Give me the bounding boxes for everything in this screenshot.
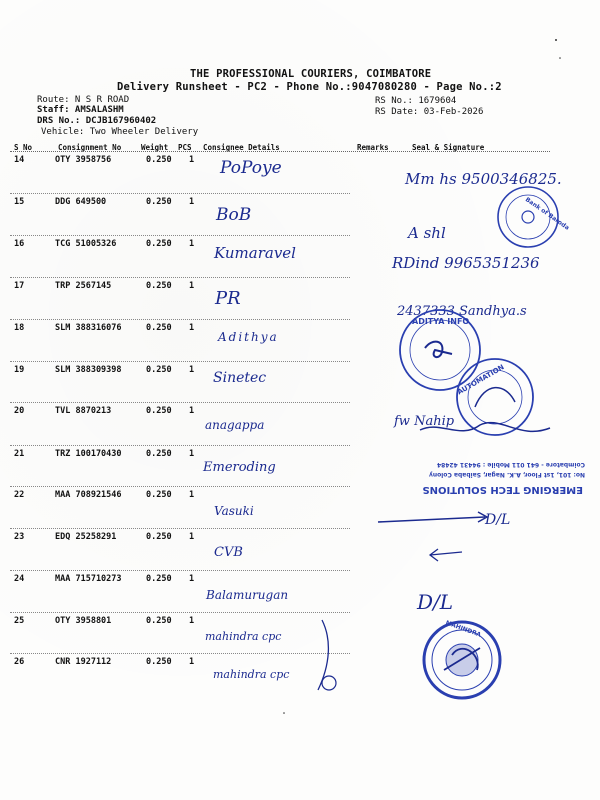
handwritten-consignee: anagappa — [205, 418, 265, 432]
handwritten-consignee: CVB — [214, 545, 243, 560]
row-pcs: 1 — [189, 281, 195, 291]
row-pcs: 1 — [189, 657, 195, 667]
handwritten-consignee: Sinetec — [213, 370, 267, 386]
row-sno: 19 — [14, 365, 25, 375]
row-consignment: SLM 388309398 — [55, 365, 122, 375]
row-sno: 23 — [14, 532, 25, 542]
row-consignment: TRP 2567145 — [55, 281, 112, 291]
svg-text:Bank of Baroda: Bank of Baroda — [523, 196, 571, 232]
route-label: Route: N S R ROAD — [37, 95, 130, 105]
delivery-arrow — [430, 552, 462, 555]
row-weight: 0.250 — [146, 365, 172, 375]
row-pcs: 1 — [189, 197, 195, 207]
rs-number: RS No.: 1679604 — [375, 96, 457, 106]
row-pcs: 1 — [189, 365, 195, 375]
row-weight: 0.250 — [146, 197, 172, 207]
delivery-arrow — [378, 517, 485, 522]
row-consignment: EDQ 25258291 — [55, 532, 117, 542]
emerging-tech-stamp — [422, 461, 585, 495]
svg-text:No: 101, 1st Floor, A.K. Nagar: No: 101, 1st Floor, A.K. Nagar, Saibaba Colony — [428, 471, 585, 478]
row-sno: 14 — [14, 155, 25, 165]
row-weight: 0.250 — [146, 449, 172, 459]
col-remarks: Remarks — [357, 143, 389, 152]
handwritten-signature: D/L — [485, 512, 511, 528]
row-pcs: 1 — [189, 323, 195, 333]
svg-text:Coimbatore - 641 011 Mobile :: Coimbatore - 641 011 Mobile : 94431 42484 — [436, 461, 585, 468]
row-pcs: 1 — [189, 155, 195, 165]
svg-text:ADITYA INFO: ADITYA INFO — [412, 317, 470, 326]
row-sno: 24 — [14, 574, 25, 584]
row-weight: 0.250 — [146, 281, 172, 291]
row-consignment: OTY 3958801 — [55, 616, 112, 626]
svg-text:MAHINDRA: MAHINDRA — [444, 619, 482, 639]
row-pcs: 1 — [189, 490, 195, 500]
row-weight: 0.250 — [146, 406, 172, 416]
handwritten-signature: A shl — [408, 224, 446, 242]
handwritten-signature: 2437333 Sandhya.s — [397, 304, 527, 319]
handwritten-consignee: Balamurugan — [206, 588, 289, 602]
row-sno: 26 — [14, 657, 25, 667]
row-pcs: 1 — [189, 239, 195, 249]
aditya-stamp — [400, 310, 480, 390]
row-consignment: TCG 51005326 — [55, 239, 117, 249]
handwritten-signature: D/L — [417, 590, 454, 614]
row-pcs: 1 — [189, 449, 195, 459]
bank-stamp — [498, 187, 570, 247]
svg-text:AUTOMATION: AUTOMATION — [456, 363, 506, 397]
drs-number: DRS No.: DCJB167960402 — [37, 116, 157, 126]
row-sno: 21 — [14, 449, 25, 459]
row-consignment: SLM 388316076 — [55, 323, 122, 333]
runsheet-subtitle: Delivery Runsheet - PC2 - Phone No.:9047080280 - Page No.:2 — [117, 81, 502, 93]
row-sno: 22 — [14, 490, 25, 500]
svg-text:EMERGING TECH SOLUTIONS: EMERGING TECH SOLUTIONS — [422, 484, 583, 495]
col-weight: Weight — [141, 143, 169, 152]
row-sno: 20 — [14, 406, 25, 416]
row-sno: 17 — [14, 281, 25, 291]
handwritten-signature: fw Nahip — [394, 414, 455, 429]
row-weight: 0.250 — [146, 239, 172, 249]
row-sno: 18 — [14, 323, 25, 333]
handwritten-consignee: PoPoye — [220, 158, 282, 178]
staff-label: Staff: AMSALASHM — [37, 105, 124, 115]
row-consignment: DDG 649500 — [55, 197, 107, 207]
row-weight: 0.250 — [146, 532, 172, 542]
mahindra-stamp — [424, 619, 500, 698]
handwritten-signature: RDind 9965351236 — [392, 254, 540, 272]
row-weight: 0.250 — [146, 490, 172, 500]
rs-date: RS Date: 03-Feb-2026 — [375, 107, 484, 117]
row-consignment: TRZ 100170430 — [55, 449, 122, 459]
row-weight: 0.250 — [146, 574, 172, 584]
row-consignment: TVL 8870213 — [55, 406, 112, 416]
vehicle-label: Vehicle: Two Wheeler Delivery — [41, 127, 199, 137]
company-title: THE PROFESSIONAL COURIERS, COIMBATORE — [190, 68, 432, 80]
handwritten-consignee: mahindra cpc — [205, 630, 282, 643]
row-sno: 16 — [14, 239, 25, 249]
row-sno: 25 — [14, 616, 25, 626]
row-pcs: 1 — [189, 616, 195, 626]
handwritten-consignee: Adithya — [218, 330, 279, 344]
handwritten-consignee: Kumaravel — [214, 244, 296, 262]
row-sno: 15 — [14, 197, 25, 207]
col-seal: Seal & Signature — [412, 143, 485, 152]
row-weight: 0.250 — [146, 323, 172, 333]
row-weight: 0.250 — [146, 616, 172, 626]
col-sno: S No — [14, 143, 33, 152]
col-details: Consignee Details — [203, 143, 280, 152]
row-weight: 0.250 — [146, 155, 172, 165]
row-consignment: CNR 1927112 — [55, 657, 112, 667]
row-pcs: 1 — [189, 574, 195, 584]
handwritten-consignee: Emeroding — [203, 460, 276, 475]
handwritten-consignee: PR — [215, 288, 241, 309]
row-consignment: OTY 3958756 — [55, 155, 112, 165]
col-pcs: PCS — [178, 143, 192, 152]
col-consignment: Consignment No — [58, 143, 122, 152]
row-consignment: MAA 715710273 — [55, 574, 122, 584]
row-weight: 0.250 — [146, 657, 172, 667]
handwritten-consignee: BoB — [216, 205, 252, 225]
handwritten-signature: Mm hs 9500346825. — [405, 170, 562, 188]
row-pcs: 1 — [189, 532, 195, 542]
row-consignment: MAA 708921546 — [55, 490, 122, 500]
handwritten-consignee: mahindra cpc — [213, 668, 290, 681]
signature-scribble — [420, 423, 550, 432]
row-pcs: 1 — [189, 406, 195, 416]
handwritten-consignee: Vasuki — [214, 504, 254, 518]
